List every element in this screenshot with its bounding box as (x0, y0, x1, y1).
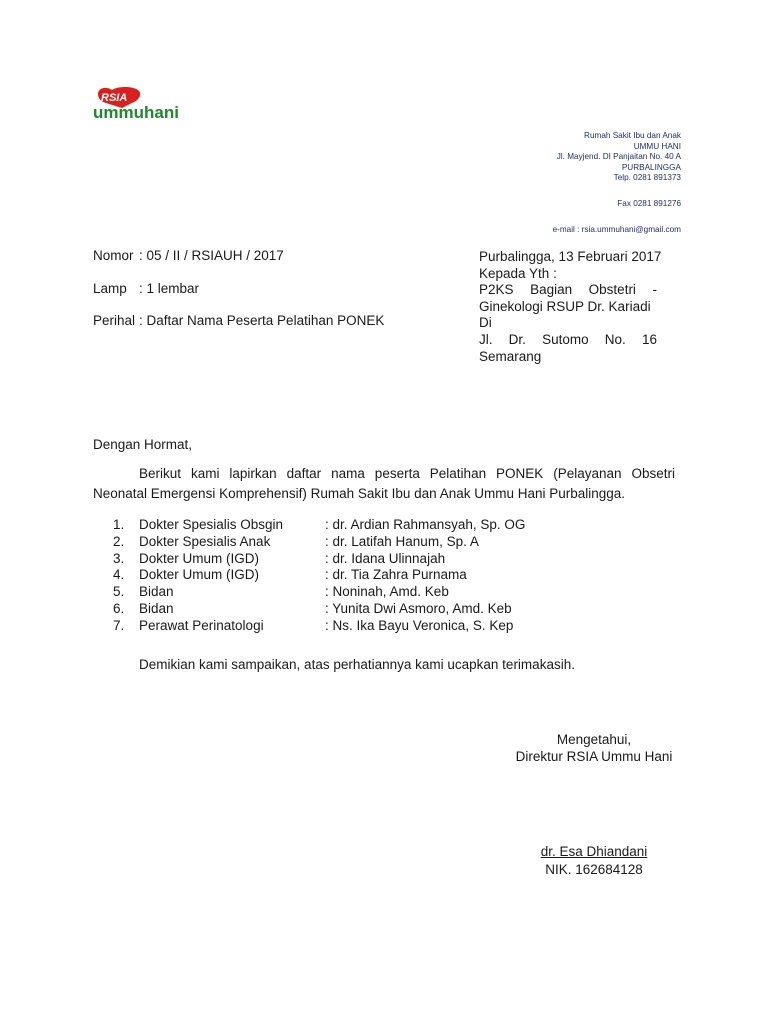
letter-number-value: : 05 / II / RSIAUH / 2017 (139, 248, 284, 263)
hospital-email: e-mail : rsia.ummuhani@gmail.com (552, 225, 681, 234)
participant-name: : dr. Idana Ulinnajah (325, 550, 446, 566)
participant-position: Dokter Spesialis Anak (139, 533, 271, 549)
participant-position: Bidan (139, 600, 174, 616)
salutation: Dengan Hormat, (93, 437, 193, 452)
hospital-city: PURBALINGGA (621, 162, 681, 172)
closing-sentence: Demikian kami sampaikan, atas perhatiannya kami ucapkan terimakasih. (139, 657, 575, 672)
list-item (113, 567, 525, 584)
attachment-label: Lamp (93, 281, 127, 296)
letter-number-row (93, 248, 284, 263)
hospital-fax: Fax 0281 891276 (617, 198, 681, 208)
subject-row (93, 313, 384, 328)
letter-number-label: Nomor (93, 248, 134, 263)
recipient-line-3: Di (479, 315, 492, 331)
participant-name: : Yunita Dwi Asmoro, Amd. Keb (325, 600, 512, 616)
list-item (113, 551, 525, 568)
item-number: 3. (113, 550, 125, 566)
subject-label: Perihal (93, 313, 136, 328)
item-number: 4. (113, 567, 125, 583)
participant-position: Dokter Umum (IGD) (139, 550, 260, 566)
acknowledged-label: Mengetahui, (556, 732, 632, 747)
recipient-salutation: Kepada Yth : (479, 265, 557, 281)
subject-value: : Daftar Nama Peserta Pelatihan PONEK (139, 313, 385, 328)
signature-header (510, 732, 678, 766)
item-number: 1. (113, 517, 125, 532)
logo-badge-text: RSIA (101, 92, 128, 104)
list-item (113, 618, 525, 635)
participant-name: : Ns. Ika Bayu Veronica, S. Kep (325, 617, 514, 633)
recipient-line-4: Jl. Dr. Sutomo No. 16 (479, 331, 657, 347)
recipient-block (479, 249, 662, 365)
list-item (113, 534, 525, 551)
hospital-address-block (553, 131, 681, 236)
hospital-name: UMMU HANI (633, 141, 681, 151)
item-number: 5. (113, 584, 125, 600)
item-number: 6. (113, 600, 125, 616)
participant-name: : dr. Tia Zahra Purnama (325, 567, 467, 583)
logo-graphic (92, 84, 222, 124)
letter-date: Purbalingga, 13 Februari 2017 (479, 249, 662, 264)
hospital-street: Jl. Mayjend. DI Panjaitan No. 40 A (556, 152, 681, 161)
hospital-logo (92, 84, 222, 124)
attachment-row (93, 281, 199, 296)
list-item (113, 601, 525, 618)
recipient-line-1: P2KS Bagian Obstetri - (479, 282, 657, 298)
signer-name: dr. Esa Dhiandani (540, 844, 648, 859)
item-number: 7. (113, 617, 125, 633)
participant-name: : dr. Latifah Hanum, Sp. A (325, 533, 479, 549)
attachment-value: : 1 lembar (139, 281, 200, 296)
recipient-line-5: Semarang (479, 348, 542, 364)
signer-nik: NIK. 162684128 (545, 862, 643, 877)
participant-list (113, 517, 525, 635)
logo-brand-text: ummuhani (93, 103, 179, 122)
participant-name: : dr. Ardian Rahmansyah, Sp. OG (325, 517, 526, 532)
intro-paragraph: Berikut kami lapirkan daftar nama peserta Pelatihan PONEK (Pelayanan Obsetri Neonatal Emergensi Komprehensif) Rumah Sakit Ibu dan Anak Ummu Hani Purbalingga. (93, 466, 675, 501)
participant-position: Perawat Perinatologi (139, 617, 264, 633)
participant-position: Dokter Umum (IGD) (139, 567, 260, 583)
recipient-line-2: Ginekologi RSUP Dr. Kariadi (479, 298, 651, 314)
hospital-phone: Telp. 0281 891373 (613, 173, 681, 182)
participant-position: Bidan (139, 584, 174, 600)
signer-title: Direktur RSIA Ummu Hani (515, 748, 673, 764)
participant-position: Dokter Spesialis Obsgin (139, 517, 284, 532)
list-item (113, 584, 525, 601)
item-number: 2. (113, 533, 125, 549)
participant-name: : Noninah, Amd. Keb (325, 584, 449, 600)
hospital-type: Rumah Sakit Ibu dan Anak (584, 131, 681, 140)
list-item (113, 517, 525, 534)
signer-block (510, 843, 678, 879)
